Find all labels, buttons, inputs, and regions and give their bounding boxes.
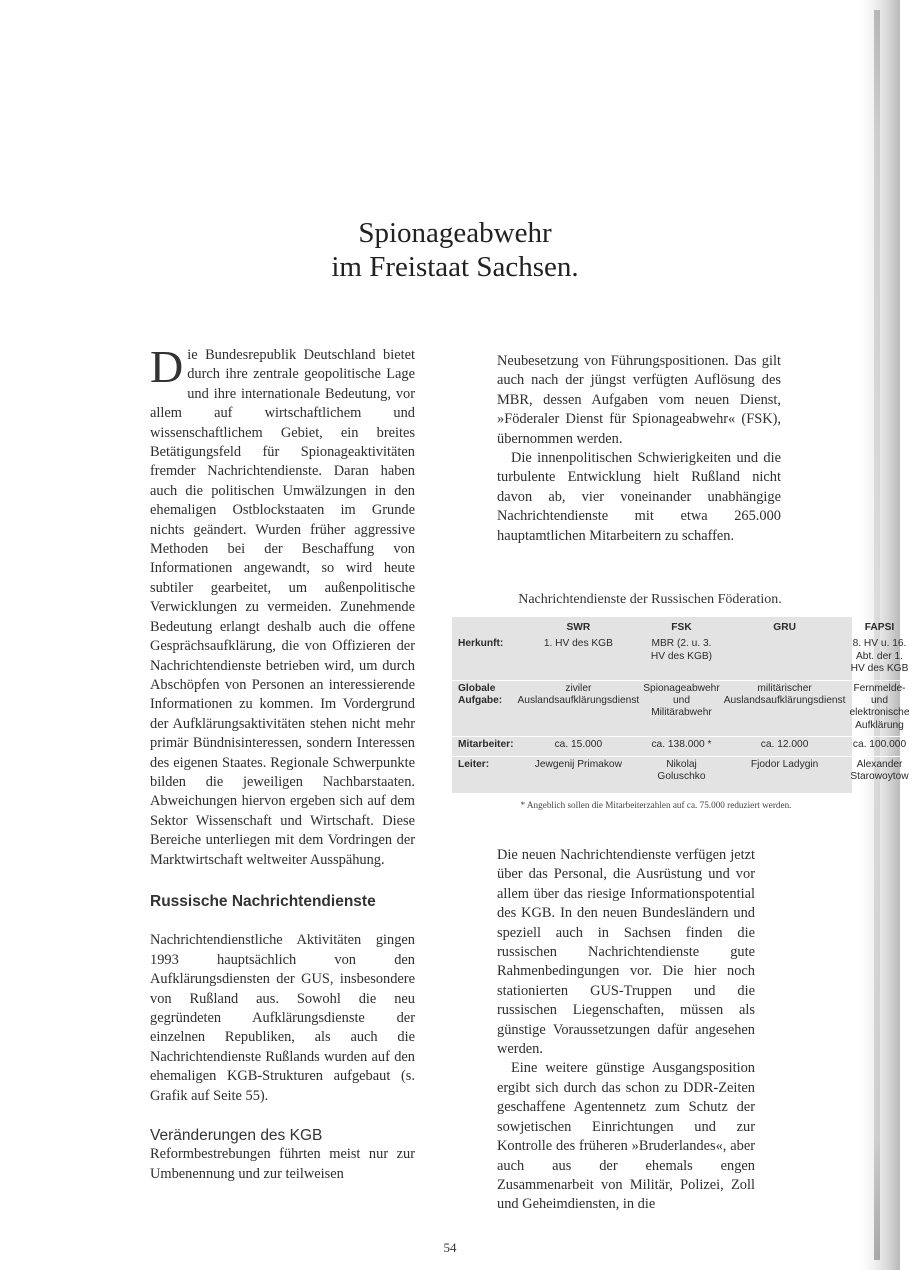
table-row-task [452, 680, 912, 737]
row-label-leader: Leiter: [452, 756, 515, 787]
subheading-kgb-changes: Veränderungen des KGB [150, 1127, 323, 1145]
header-swr: SWR [566, 622, 591, 633]
intro-paragraph-text: ie Bundesrepublik Deutschland bietet durch ihre zentrale geopolitische Lage und ihre internationale Bedeutung, vor allem auf wirtschaftlichem und wissenschaftlichem Gebiet, ein breites Betätigungsfeld für Spionageaktivitäten fremder Nachrichtendienste. Daran haben auch die politischen Umwälzungen in den ehemaligen Ostblockstaaten im Grunde nichts geändert. Wurden früher aggressive Methoden bei der Beschaffung von Informationen angewandt, so wird heute subtiler gearbeitet, um außenpolitische Verwicklungen zu vermeiden. Zunehmende Bedeutung erlangt deshalb auch die offene Gesprächsaufklärung, die von Offizieren der Nachrichtendienste betrieben wird, um durch Abschöpfen von Personen an interessierende Informationen zu kommen. Im Vordergrund der Aufklärungsaktivitäten stehen nicht mehr primär Bündnisinteressen, sondern Interessen des eigenen Staates. Regionale Schwerpunkte bilden die jeweiligen Nachbarstaaten. Abweichungen hiervon ergeben sich auf dem Sektor Wissenschaft und Wirtschaft. Diese Bereiche unterliegen mit dem Vordringen der Marktwirtschaft weltweiter Ausspähung. [150, 347, 415, 868]
header-fapsi: FAPSI [864, 622, 895, 633]
table-cell: Alexander Starowoytow [847, 756, 911, 787]
page-title [250, 216, 660, 284]
drop-cap: D [150, 341, 184, 392]
table-header-row [452, 617, 912, 636]
table-cell: Fernmelde- und elektronische Aufklärung [847, 680, 911, 737]
table-cell: Nikolaj Goluschko [641, 756, 721, 787]
header-empty [452, 617, 515, 636]
table-cell: Fjodor Ladygin [722, 756, 848, 787]
title-line-2: im Freistaat Sachsen. [331, 251, 579, 283]
table-cell: MBR (2. u. 3. HV des KGB) [650, 638, 713, 662]
table-cell: 1. HV des KGB [543, 638, 613, 650]
paragraph-russian-services: Nachrichtendienstliche Aktivitäten gingen 1993 hauptsächlich von den Aufklärungsdiensten der GUS, insbesondere von Rußland aus. Sowohl die neu gegründeten Aufklärungsdienste der einzelnen Republiken, als auch die Nachrichtendienste Rußlands wurden auf den ehemaligen KGB-Strukturen aufgebaut (s. Grafik auf Seite 55). [150, 932, 415, 1104]
left-column [150, 341, 415, 1184]
intelligence-services-table [452, 617, 910, 793]
paragraph-four-services: Die innenpolitischen Schwierigkeiten und die turbulente Entwicklung hielt Rußland nicht davon ab, vier voneinander unabhängige Nachrichtendienste mit etwa 265.000 hauptamtlichen Mitarbeitern zu schaffen. [497, 450, 781, 544]
paragraph-mbr: Neubesetzung von Führungspositionen. Das gilt auch nach der jüngst verfügten Auflösung des MBR, dessen Aufgaben vom neuen Dienst, »Föderaler Dienst für Spionageabwehr« (FSK), übernommen werden. [497, 353, 781, 447]
right-column-top [497, 352, 781, 546]
header-fsk: FSK [671, 622, 692, 633]
table-cell [722, 636, 848, 680]
title-line-1: Spionageabwehr [358, 217, 552, 249]
table-cell: ca. 138.000 * [641, 737, 721, 756]
table-footnote: * Angeblich sollen die Mitarbeiterzahlen auf ca. 75.000 reduziert werden. [520, 800, 792, 810]
table-row-staff [452, 737, 912, 756]
paragraph-agent-network: Eine weitere günstige Ausgangsposition ergibt sich durch das schon zu DDR-Zeiten geschaffene Agentennetz zum Schutz der sowjetischen Einrichtungen und zur Kontrolle des früheren »Bruderlandes«, aber auch aus der ehemals engen Zusammenarbeit von Militär, Polizei, Zoll und Geheimdiensten, in die [497, 1060, 755, 1213]
paragraph-new-services: Die neuen Nachrichtendienste verfügen jetzt über das Personal, die Ausrüstung und vor allem über das riesige Informationspotential des KGB. In den neuen Bundesländern und speziell auch in Sachsen finden die russischen Nachrichtendienste gute Rahmenbedingungen vor. Die hier noch stationierten GUS-Truppen und die russischen Liegenschaften, müssen als günstige Voraussetzungen dafür angesehen werden. [497, 847, 755, 1058]
row-label-origin: Herkunft: [458, 638, 504, 650]
section-heading-russian-services: Russische Nachrichtendienste [150, 892, 376, 910]
table-cell: 8. HV u. 16. Abt. der 1. HV des KGB [850, 638, 909, 675]
table-cell: militärischer Auslandsaufklärungsdienst [722, 680, 848, 737]
row-label-task: Globale Aufgabe: [452, 680, 515, 737]
table-row-leader [452, 756, 912, 787]
table-cell: ca. 100.000 [847, 737, 911, 756]
table-cell: Spionageabwehr und Militärabwehr [641, 680, 721, 737]
row-label-staff: Mitarbeiter: [452, 737, 515, 756]
table-row-origin [452, 636, 912, 680]
header-gru: GRU [773, 622, 796, 633]
table-cell: ziviler Auslandsaufklärungsdienst [515, 680, 641, 737]
table-cell: Jewgenij Primakow [515, 756, 641, 787]
intro-paragraph [150, 341, 415, 870]
table-cell: ca. 12.000 [722, 737, 848, 756]
page-number: 54 [443, 1240, 457, 1255]
right-column-bottom [497, 846, 755, 1215]
paragraph-kgb-changes: Reformbestrebungen führten meist nur zur Umbenennung und zur teilweisen [150, 1146, 415, 1182]
table-title: Nachrichtendienste der Russischen Föderation. [518, 592, 782, 607]
table-cell: ca. 15.000 [515, 737, 641, 756]
